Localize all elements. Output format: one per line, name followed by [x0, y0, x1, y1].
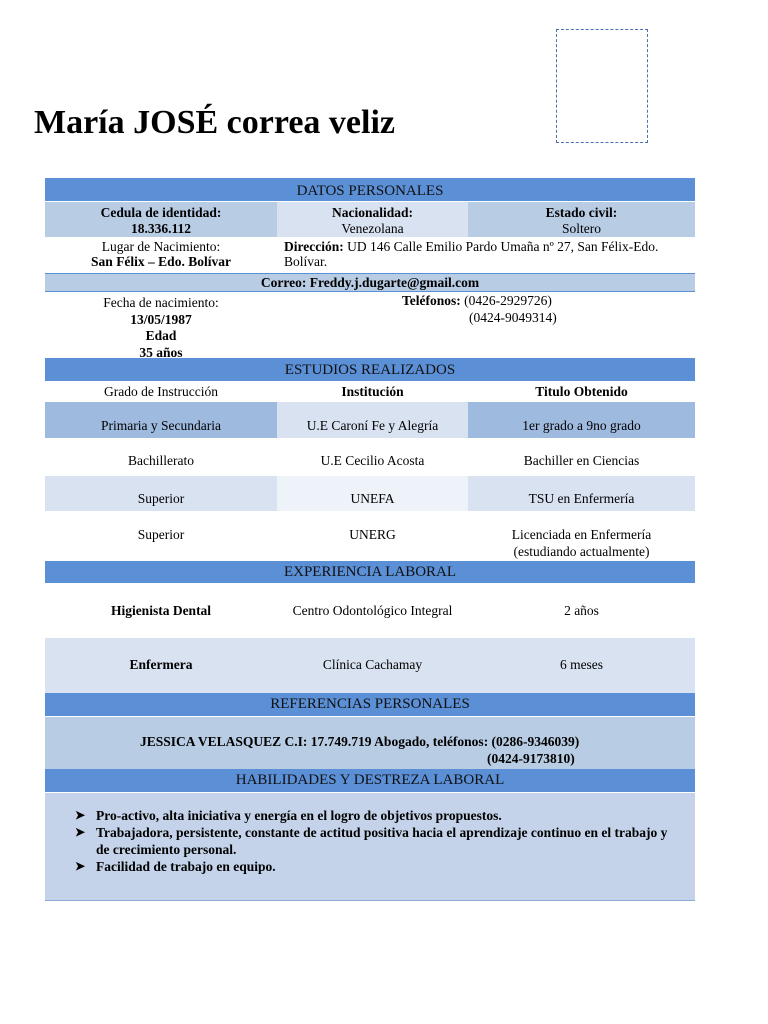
estudio-titulo	[468, 511, 695, 561]
arrow-bullet-icon: ➤	[75, 825, 86, 839]
experiencia-row	[45, 638, 695, 693]
estudio-row	[45, 511, 695, 561]
estudio-titulo: Bachiller en Ciencias	[468, 438, 695, 476]
fecha-cell	[45, 292, 277, 358]
lugar-cell	[45, 237, 277, 273]
section-header-datos: DATOS PERSONALES	[45, 178, 695, 202]
referencia-line-1: JESSICA VELASQUEZ C.I: 17.749.719 Abogado, teléfonos: (0286-9346039)	[140, 734, 580, 749]
fecha-value: 13/05/1987	[130, 311, 192, 327]
arrow-bullet-icon: ➤	[75, 808, 86, 822]
nacionalidad-value: Venezolana	[341, 221, 404, 236]
col-titulo: Titulo Obtenido	[468, 382, 695, 402]
experiencia-cargo: Higienista Dental	[45, 584, 277, 638]
datos-row-3	[45, 292, 695, 358]
lugar-value: San Félix – Edo. Bolívar	[91, 254, 231, 269]
cedula-value: 18.336.112	[130, 221, 191, 236]
estado-civil-label: Estado civil:	[545, 205, 618, 220]
estudio-titulo: TSU en Enfermería	[468, 476, 695, 511]
estudio-row	[45, 476, 695, 511]
telefonos-cell	[277, 292, 695, 358]
nacionalidad-cell	[277, 202, 468, 237]
estudio-row	[45, 438, 695, 476]
col-institucion: Institución	[277, 382, 468, 402]
estudios-columns	[45, 382, 695, 402]
cv-table	[45, 178, 695, 901]
telefono-2: (0424-9049314)	[469, 310, 557, 325]
habilidad-text: Facilidad de trabajo en equipo.	[96, 859, 276, 874]
estudio-titulo-line2: (estudiando actualmente)	[513, 544, 650, 559]
estudio-grado: Bachillerato	[45, 438, 277, 476]
estudio-row	[45, 402, 695, 438]
experiencia-tiempo: 2 años	[468, 584, 695, 638]
estudio-institucion: UNEFA	[277, 476, 468, 511]
col-grado: Grado de Instrucción	[45, 382, 277, 402]
estudio-grado: Superior	[45, 511, 277, 561]
photo-placeholder	[556, 29, 648, 143]
lugar-label: Lugar de Nacimiento:	[101, 239, 221, 254]
experiencia-tiempo: 6 meses	[468, 638, 695, 693]
direccion-value: UD 146 Calle Emilio Pardo Umaña nº 27, San Félix-Edo. Bolívar.	[284, 239, 659, 269]
section-header-habilidades: HABILIDADES Y DESTREZA LABORAL	[45, 769, 695, 793]
estudio-institucion: UNERG	[277, 511, 468, 561]
datos-row-1	[45, 202, 695, 237]
experiencia-row	[45, 584, 695, 638]
datos-row-2	[45, 237, 695, 273]
arrow-bullet-icon: ➤	[75, 859, 86, 873]
edad-label: Edad	[145, 328, 177, 343]
experiencia-lugar: Centro Odontológico Integral	[277, 584, 468, 638]
cedula-cell	[45, 202, 277, 237]
referencia-line-2: (0424-9173810)	[487, 751, 575, 766]
experiencia-cargo: Enfermera	[45, 638, 277, 693]
habilidad-text: Trabajadora, persistente, constante de actitud positiva hacia el aprendizaje continuo en el trabajo y de crecimiento personal.	[96, 825, 668, 857]
estado-civil-cell	[468, 202, 695, 237]
estudio-institucion: U.E Cecilio Acosta	[277, 438, 468, 476]
estudio-institucion: U.E Caroní Fe y Alegría	[277, 402, 468, 438]
experiencia-lugar: Clínica Cachamay	[277, 638, 468, 693]
correo-row: Correo: Freddy.j.dugarte@gmail.com	[45, 273, 695, 292]
edad-value: 35 años	[139, 344, 183, 360]
candidate-name: María JOSÉ correa veliz	[34, 104, 395, 141]
estudio-titulo-line1: Licenciada en Enfermería	[511, 527, 652, 542]
estado-civil-value: Soltero	[562, 221, 601, 236]
telefonos-label: Teléfonos:	[402, 293, 461, 308]
section-header-referencias: REFERENCIAS PERSONALES	[45, 693, 695, 717]
list-item	[75, 807, 695, 824]
direccion-cell	[277, 237, 695, 273]
estudio-titulo: 1er grado a 9no grado	[468, 402, 695, 438]
fecha-label: Fecha de nacimiento:	[103, 295, 219, 310]
list-item	[75, 824, 695, 858]
direccion-label: Dirección:	[284, 239, 344, 254]
telefono-1: (0426-2929726)	[460, 293, 552, 308]
section-header-estudios: ESTUDIOS REALIZADOS	[45, 358, 695, 382]
cedula-label: Cedula de identidad:	[100, 205, 222, 220]
estudio-grado: Primaria y Secundaria	[45, 402, 277, 438]
section-header-experiencia: EXPERIENCIA LABORAL	[45, 561, 695, 584]
habilidad-text: Pro-activo, alta iniciativa y energía en el logro de objetivos propuestos.	[96, 808, 502, 823]
estudio-grado: Superior	[45, 476, 277, 511]
habilidades-list	[45, 793, 695, 901]
list-item	[75, 858, 695, 875]
referencia-cell	[45, 717, 695, 769]
nacionalidad-label: Nacionalidad:	[331, 205, 413, 220]
